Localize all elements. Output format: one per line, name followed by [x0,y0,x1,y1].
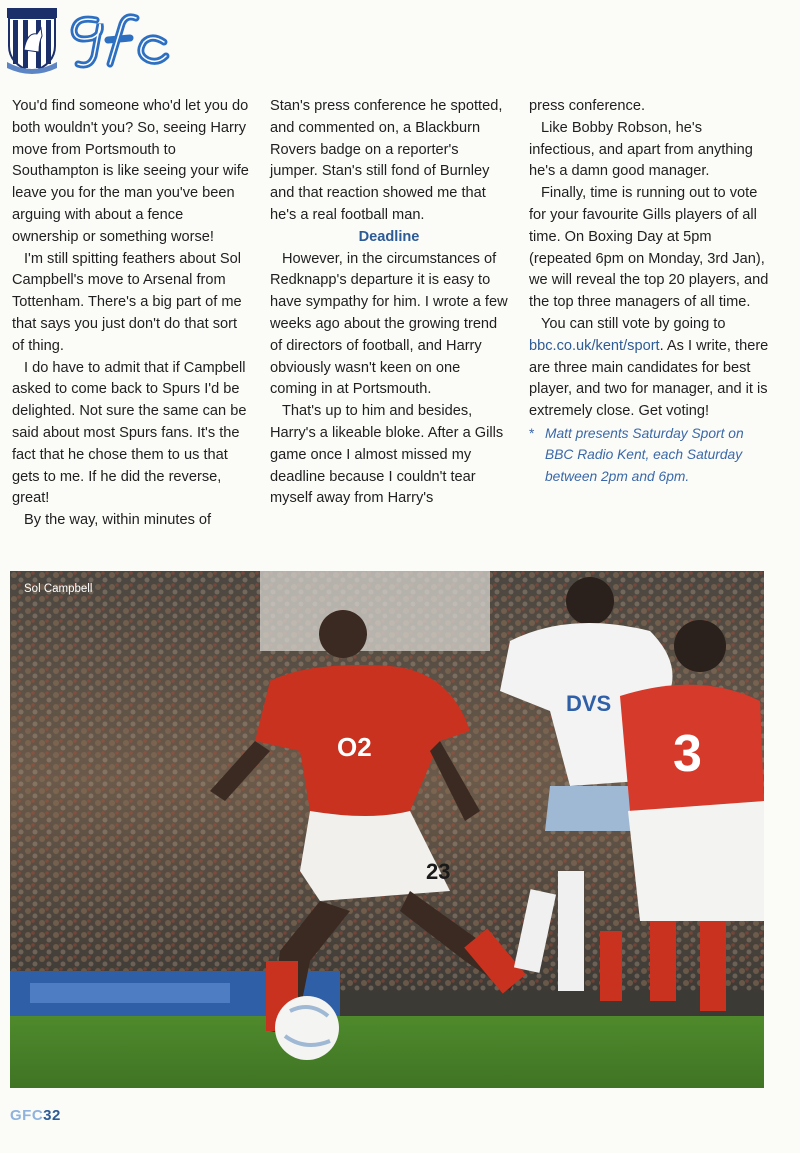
article-paragraph: By the way, within minutes of [24,512,212,529]
away-sponsor-text: DVS [566,691,612,716]
article-paragraph: However, in the circumstances of Redknapp's departure it is easy to have sympathy for him. I wrote a few weeks ago about the growing trend of directors of football, and Harry obviously wasn't keen on one coming in at Portsmouth. [270,250,508,398]
vote-text: You can still vote by going to [541,315,726,332]
article-paragraph: That's up to him and besides, Harry's a likeable bloke. After a Gills game once I almost missed my deadline because I couldn't tear myself away from Harry's [270,403,504,507]
page-number: 32 [43,1107,61,1124]
article-paragraph: I do have to admit that if Campbell asked to come back to Spurs I'd be delighted. Not sure the same can be said about most Spurs fans. It's the fact that he chose them to us that gets to me. If he did the reverse, great! [12,359,247,507]
back-number-text: 3 [673,725,702,783]
page-folio [10,1107,61,1124]
match-photo [10,571,764,1088]
article-column-2 [270,96,508,510]
credit-text: Matt presents Saturday Sport on BBC Radio Kent, each Saturday between 2pm and 6pm. [545,425,744,484]
photo-caption: Sol Campbell [24,583,93,595]
section-heading-deadline: Deadline [358,228,420,245]
article-column-3 [529,96,769,487]
article-paragraph: I'm still spitting feathers about Sol Campbell's move to Arsenal from Tottenham. There's a big part of me that says you just don't do that sort of thing. [12,250,242,354]
presenter-credit [529,423,769,488]
article-paragraph-vote [529,314,769,423]
credit-star: * [529,425,535,441]
football-icon [275,996,339,1060]
article-paragraph: press conference. [529,98,646,114]
article-paragraph: Finally, time is running out to vote for your favourite Gills players of all time. On Boxing Day at 5pm (repeated 6pm on Monday, 3rd Jan), we will reveal the top 20 players, and the top three managers of all time. [529,185,769,311]
shirt-sponsor-text: O2 [337,732,372,762]
article-paragraph: You'd find someone who'd let you do both wouldn't you? So, seeing Harry move from Portsmouth to Southampton is like seeing your wife leave you for the man you've been arguing with about a fence ownership or something worse! [12,98,249,245]
gillingham-fc-crest-icon [5,6,59,74]
article-column-1 [12,96,250,532]
bbc-sport-link[interactable]: bbc.co.uk/kent/sport [529,337,660,354]
folio-prefix: GFC [10,1107,44,1124]
vote-text-after: . As I write, there are three main candidates for best player, and two for manager, and it is extremely close. Get voting! [529,337,769,420]
article-paragraph: Stan's press conference he spotted, and commented on, a Blackburn Rovers badge on a reporter's jumper. Stan's still fond of Burnley and that reaction showed me that he's a real football man. [270,98,503,223]
shorts-number-text: 23 [426,859,451,884]
gfc-logo [66,8,174,74]
article-paragraph: Like Bobby Robson, he's infectious, and apart from anything he's a damn good manager. [529,119,753,180]
